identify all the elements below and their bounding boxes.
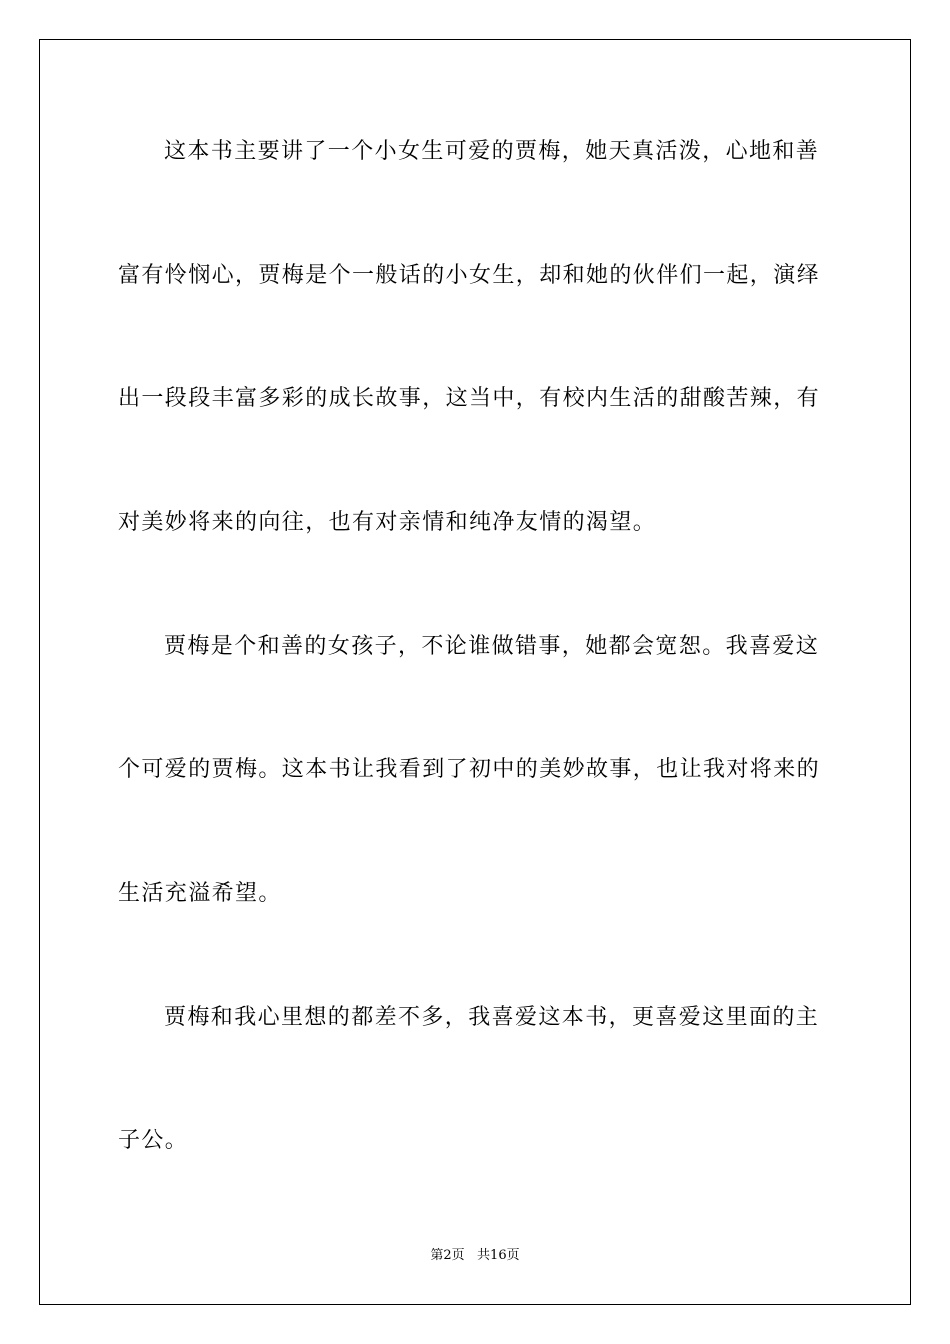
paragraph-2-line-2: 个可爱的贾梅。这本书让我看到了初中的美妙故事，也让我对将来的 <box>118 757 821 782</box>
paragraph-1-line-1: 这本书主要讲了一个小女生可爱的贾梅，她天真活泼，心地和善 <box>164 139 820 164</box>
paragraph-1-line-2: 富有怜悯心，贾梅是个一般话的小女生，却和她的伙伴们一起，演绎 <box>118 263 821 288</box>
paragraph-2-line-3: 生活充溢希望。 <box>118 881 282 906</box>
paragraph-2-line-1: 贾梅是个和善的女孩子，不论谁做错事，她都会宽恕。我喜爱这 <box>164 634 820 659</box>
paragraph-1-line-4: 对美妙将来的向往，也有对亲情和纯净友情的渴望。 <box>118 510 657 535</box>
paragraph-3-line-1: 贾梅和我心里想的都差不多，我喜爱这本书，更喜爱这里面的主 <box>164 1005 820 1030</box>
page-footer: 第2页 共16页 <box>430 1248 520 1263</box>
page-frame <box>39 39 911 1305</box>
paragraph-3-line-2: 子公。 <box>118 1128 189 1153</box>
paragraph-1-line-3: 出一段段丰富多彩的成长故事，这当中，有校内生活的甜酸苦辣，有 <box>118 386 821 411</box>
